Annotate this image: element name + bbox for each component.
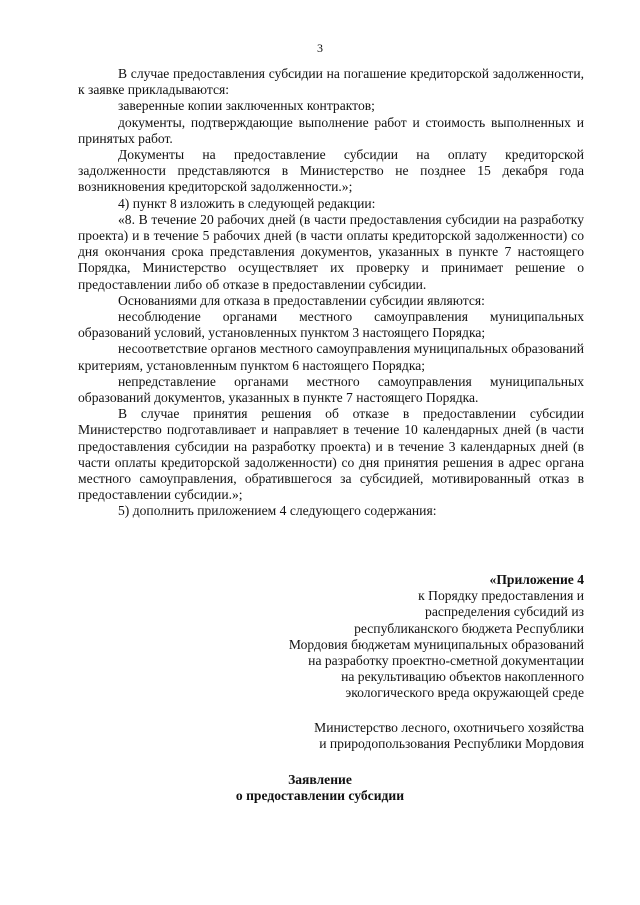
paragraph: 4) пункт 8 изложить в следующей редакции: <box>118 195 376 211</box>
addressee-block <box>164 720 584 752</box>
addressee-line: и природопользования Республики Мордовия <box>319 736 584 752</box>
paragraph: документы, подтверждающие выполнение работ и стоимость выполненных и принятых работ. <box>78 114 584 146</box>
paragraph: В случае предоставления субсидии на погашение кредиторской задолженности, к заявке прикладываются: <box>78 66 584 98</box>
paragraph: «8. В течение 20 рабочих дней (в части предоставления субсидии на разработку проекта) и в течение 5 рабочих дней (в части оплаты кредиторской задолженности) со дня окончания срока представления документов, указанных в пункте 7 настоящего Порядка, Министерство осуществляет их проверку и принимает решение о предоставлении либо об отказе в предоставлении субсидии. <box>78 211 584 292</box>
document-body <box>78 66 584 520</box>
paragraph: заверенные копии заключенных контрактов; <box>118 98 375 114</box>
appendix-line: на рекультивацию объектов накопленного <box>341 669 584 685</box>
appendix-heading: «Приложение 4 <box>489 572 584 587</box>
paragraph: непредставление органами местного самоуправления муниципальных образований документов, указанных в пункте 7 настоящего Порядка. <box>78 373 584 406</box>
appendix-line: экологического вреда окружающей среде <box>345 685 584 701</box>
paragraph: Документы на предоставление субсидии на оплату кредиторской задолженности представляются в Министерство не позднее 15 декабря года возникновения кредиторской задолженности.»; <box>78 147 584 195</box>
appendix-line: к Порядку предоставления и <box>418 588 584 604</box>
page-number: 3 <box>317 41 323 55</box>
form-title <box>0 772 640 804</box>
paragraph: несоответствие органов местного самоуправления муниципальных образований критериям, установленным пунктом 6 настоящего Порядка; <box>78 341 584 373</box>
form-title-line: о предоставлении субсидии <box>235 788 405 804</box>
appendix-line: Мордовия бюджетам муниципальных образований <box>288 636 584 652</box>
appendix-line: на разработку проектно-сметной документации <box>308 653 584 669</box>
paragraph: Основаниями для отказа в предоставлении субсидии являются: <box>118 292 485 308</box>
addressee-line: Министерство лесного, охотничьего хозяйства <box>314 720 584 735</box>
appendix-line: распределения субсидий из <box>425 604 584 620</box>
paragraph: несоблюдение органами местного самоуправления муниципальных образований условий, установленных пунктом 3 настоящего Порядка; <box>78 309 584 341</box>
appendix-line: республиканского бюджета Республики <box>354 620 584 636</box>
paragraph: 5) дополнить приложением 4 следующего содержания: <box>118 503 437 519</box>
appendix-header <box>164 572 584 702</box>
form-title-line: Заявление <box>288 772 352 787</box>
paragraph: В случае принятия решения об отказе в предоставлении субсидии Министерство подготавливает и направляет в течение 10 календарных дней (в части предоставления субсидии на разработку проекта) и в течение 3 календарных дней (в части оплаты кредиторской задолженности) со дня принятия решения в адрес органа местного самоуправления, обратившегося за субсидией, мотивированный отказ в предоставлении субсидии.»; <box>78 406 584 503</box>
